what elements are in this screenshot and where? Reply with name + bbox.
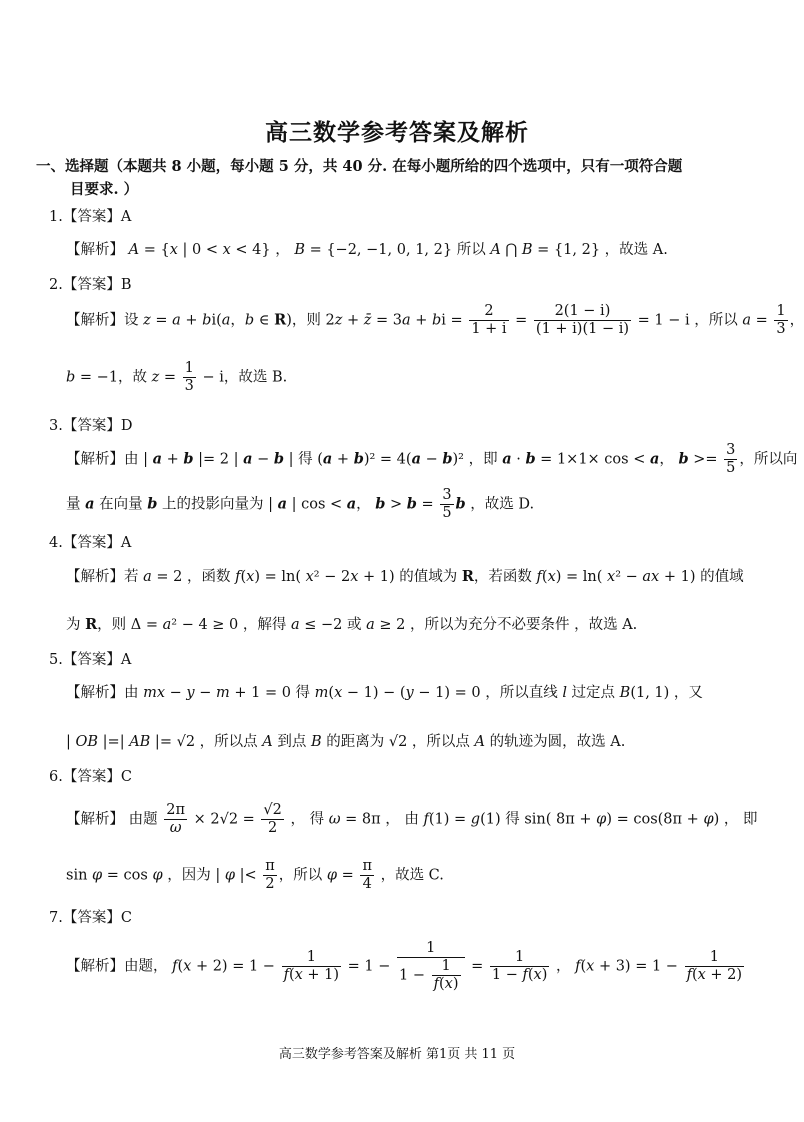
question-7-analysis: 【解析】由题， f(x + 2) = 1 − $\frac{1}{f(x + 1)}$ = 1 − 1 1 − $\frac{1}{f(x)}$ = $\frac{1}{1 - f(x)}$ ， f(x + 3) = 1 − $\frac{1}{f(x + 2)}$ <box>66 940 743 992</box>
question-4-answer: 4.【答案】A <box>49 535 132 551</box>
question-4-analysis-line1: 【解析】若 a = 2 ，函数 f(x) = ln( x² − 2x + 1) 的值域为 R，若函数 f(x) = ln( x² − ax + 1) 的值域 <box>66 568 744 585</box>
question-6-analysis-line1: 【解析】 由题 $\frac{2\pi}{\omega}$ × 2√2 = $\frac{√2}{2}$ ， 得 ω = 8π ， 由 f(1) = g(1) 得 sin( 8π + φ) = cos(8π + φ) ， 即 <box>66 802 758 836</box>
section-heading <box>36 155 736 201</box>
question-5-analysis-line1: 【解析】由 mx − y − m + 1 = 0 得 m(x − 1) − (y − 1) = 0 ，所以直线 l 过定点 B(1, 1) ，又 <box>66 685 703 701</box>
question-6-analysis-line2: sin φ = cos φ ，因为 | φ |< $\frac{\pi}{2}$ ，所以 φ = $\frac{\pi}{4}$ ，故选 C. <box>66 858 444 892</box>
question-2-answer: 2.【答案】B <box>49 277 132 293</box>
question-6-answer: 6.【答案】C <box>49 769 132 785</box>
question-3-analysis-line1: 【解析】由 | a + b |= 2 | a − b | 得 (a + b)² = 4(a − b)² ，即 a · b = 1×1× cos < a， b >= $\frac{3}{5}$ ，所以向 <box>66 442 798 476</box>
section-heading-line1: 一、选择题（本题共 8 小题，每小题 5 分，共 40 分. 在每小题所给的四个选项中，只有一项符合题 <box>36 158 683 175</box>
page-title: 高三数学参考答案及解析 <box>265 119 529 146</box>
question-7-answer: 7.【答案】C <box>49 910 132 926</box>
question-2-analysis-line2: b = −1，故 z = $\frac{1}{3}$ − i，故选 B. <box>66 360 288 394</box>
question-5-answer: 5.【答案】A <box>49 652 132 668</box>
question-2-analysis-line1: 【解析】设 z = a + bi(a，b ∈ R)，则 2z + z̄ = 3a + bi = $\frac{2}{1 + i}$ = $\frac{2(1 - i)}{(1 + i)(1 - i)}$ = 1 − i ，所以 a = $\frac{1}{3}$ ， <box>66 303 804 337</box>
question-3-answer: 3.【答案】D <box>49 418 133 434</box>
page-footer: 高三数学参考答案及解析 第1页 共 11 页 <box>278 1047 516 1062</box>
section-heading-line2: 目要求. ） <box>70 181 139 198</box>
question-5-analysis-line2: | OB |=| AB |= √2 ，所以点 A 到点 B 的距离为 √2 ，所以点 A 的轨迹为圆，故选 A. <box>66 734 626 750</box>
question-1-analysis: 【解析】 A = {x | 0 < x < 4} ， B = {−2, −1, 0, 1, 2} 所以 A ⋂ B = {1, 2} ，故选 A. <box>66 242 668 258</box>
question-3-analysis-line2: 量 a 在向量 b 上的投影向量为 | a | cos < a， b > b = $\frac{3}{5}$ b ，故选 D. <box>66 487 535 521</box>
question-1-answer: 1.【答案】A <box>49 209 132 225</box>
question-4-analysis-line2: 为 R，则 Δ = a² − 4 ≥ 0 ，解得 a ≤ −2 或 a ≥ 2 ，所以为充分不必要条件 ，故选 A. <box>66 616 638 633</box>
